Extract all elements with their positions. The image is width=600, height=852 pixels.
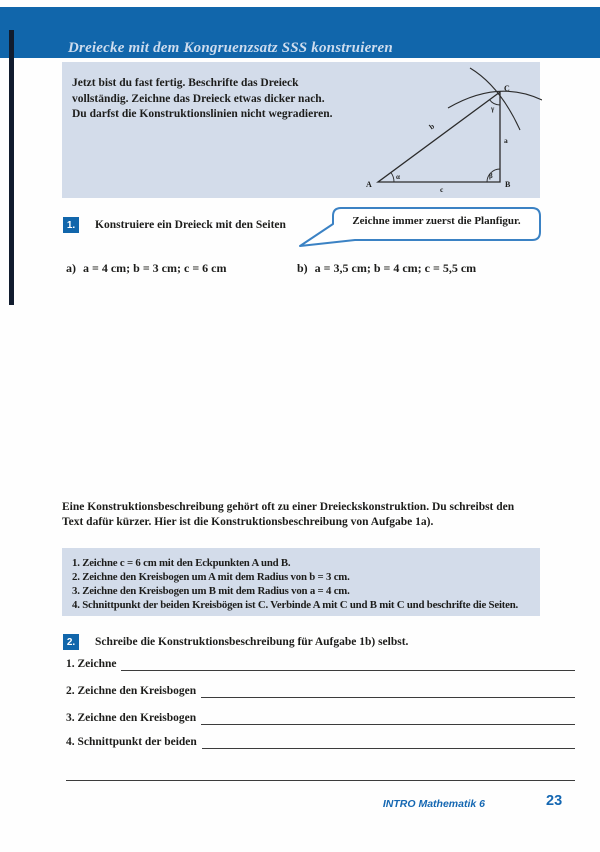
vertex-label-b: B: [505, 180, 511, 189]
exercise-1-badge: [63, 217, 79, 233]
angle-label-beta: β: [489, 172, 493, 180]
answer-line: [66, 765, 575, 781]
side-label-c: c: [440, 185, 444, 194]
exercise-2-number: 2.: [66, 636, 76, 648]
item-b-label: b): [297, 261, 308, 275]
item-a-text: a = 4 cm; b = 3 cm; c = 6 cm: [83, 261, 227, 275]
side-label-b: b: [427, 121, 437, 132]
blank-label: 1. Zeichne: [66, 658, 117, 670]
angle-label-alpha: α: [396, 173, 400, 181]
blank-label: 2. Zeichne den Kreisbogen: [66, 685, 197, 697]
item-b-text: a = 3,5 cm; b = 4 cm; c = 5,5 cm: [314, 261, 477, 275]
angle-arcs: [391, 100, 500, 182]
blank-row: [66, 656, 575, 671]
blank-row: [66, 683, 575, 698]
footer-page-number: 23: [546, 793, 563, 809]
answer-line: [121, 655, 575, 671]
exercise-1-prompt: Konstruiere ein Dreieck mit den Seiten: [95, 219, 286, 231]
answer-line: [201, 709, 575, 725]
triangle-outline: [378, 92, 500, 182]
answer-line: [202, 733, 575, 749]
angle-label-gamma: γ: [491, 105, 495, 113]
blank-row: [66, 766, 575, 781]
exercise-1b: [297, 261, 476, 276]
blank-row: [66, 734, 575, 749]
scan-fold-line: [9, 30, 14, 305]
description-paragraph: Eine Konstruktionsbeschreibung gehört oft zu einer Dreieckskonstruktion. Du schreibst den Text dafür kürzer. Hier ist die Konstruktionsbeschreibung von Aufgabe 1a).: [62, 501, 515, 528]
vertex-label-a: A: [366, 180, 372, 189]
exercise-1-number: 1.: [66, 219, 76, 231]
construction-steps-box: [62, 548, 540, 616]
item-a-label: a): [66, 261, 76, 275]
footer-book-title: INTRO Mathematik 6: [382, 798, 485, 810]
construction-step: 1. Zeichne c = 6 cm mit den Eckpunkten A und B.: [72, 557, 291, 569]
speech-bubble-outline: [300, 208, 540, 246]
construction-step: 4. Schnittpunkt der beiden Kreisbögen ist C. Verbinde A mit C und B mit C und beschrifte die Seiten.: [72, 599, 519, 611]
exercise-2-prompt: Schreibe die Konstruktionsbeschreibung für Aufgabe 1b) selbst.: [95, 636, 409, 648]
blank-label: 4. Schnittpunkt der beiden: [66, 736, 197, 748]
side-label-a: a: [504, 136, 508, 145]
exercise-2-badge: [63, 634, 79, 650]
vertex-label-c: C: [504, 84, 510, 93]
page-title: Dreiecke mit dem Kongruenzsatz SSS konstruieren: [68, 40, 393, 56]
blank-row: [66, 710, 575, 725]
triangle-construction-diagram: [358, 66, 542, 196]
answer-line: [201, 682, 575, 698]
intro-text: Jetzt bist du fast fertig. Beschrifte das Dreieck vollständig. Zeichne das Dreieck etwas dicker nach. Du darfst die Konstruktionslinien nicht wegradieren.: [72, 77, 333, 120]
header-bar: [0, 7, 600, 58]
speech-bubble-text: Zeichne immer zuerst die Planfigur.: [352, 215, 521, 227]
speech-bubble: [295, 206, 545, 252]
construction-step: 3. Zeichne den Kreisbogen um B mit dem Radius von a = 4 cm.: [72, 585, 350, 597]
exercise-1a: [66, 261, 226, 276]
construction-step: 2. Zeichne den Kreisbogen um A mit dem Radius von b = 3 cm.: [72, 571, 350, 583]
blank-label: 3. Zeichne den Kreisbogen: [66, 712, 197, 724]
